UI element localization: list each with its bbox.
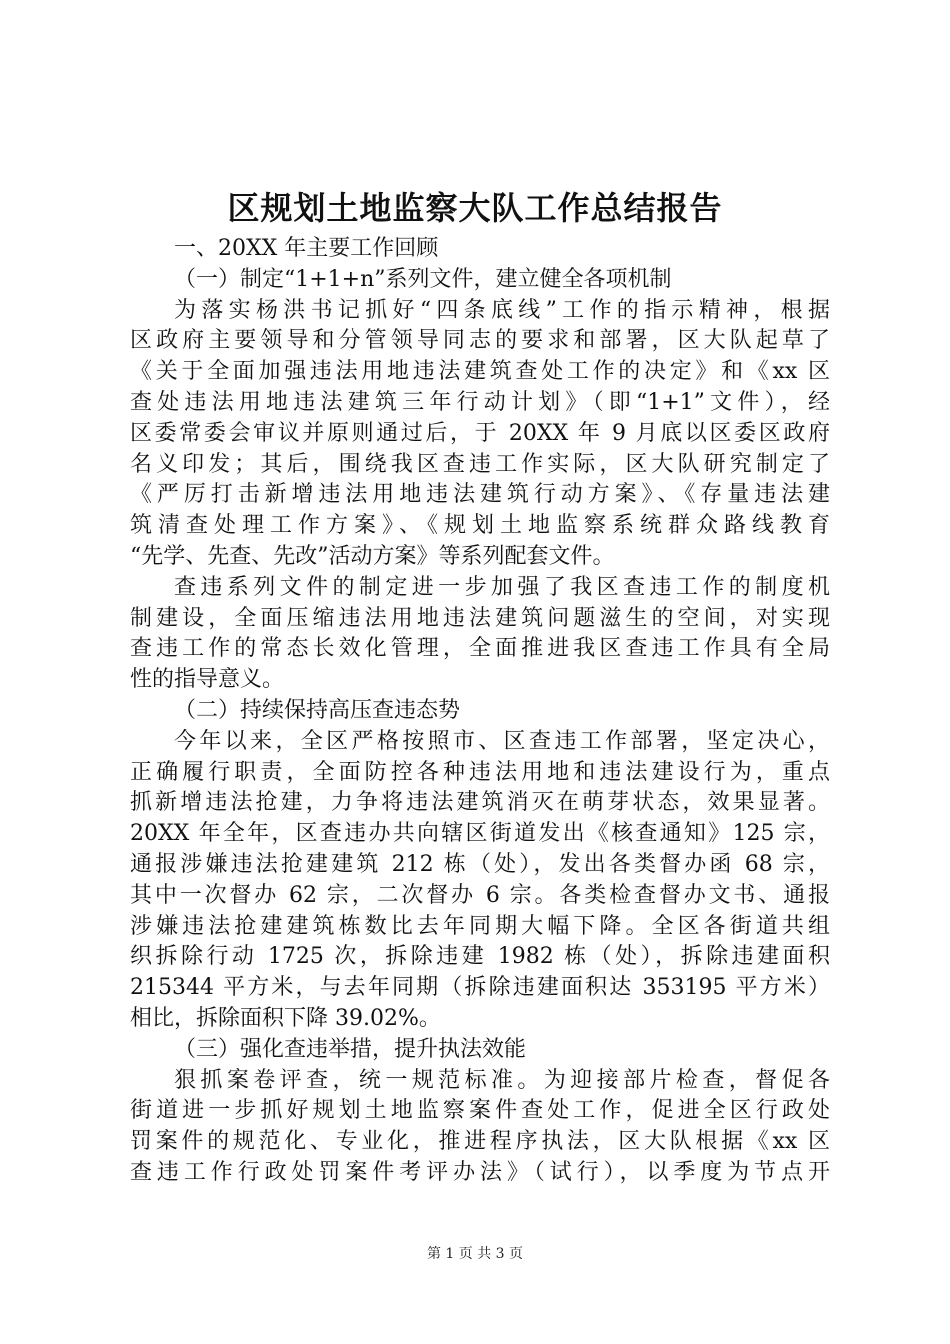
- text-line: 名义印发；其后，围绕我区查违工作实际，区大队研究制定了: [130, 451, 830, 477]
- text-line: 为落实杨洪书记抓好“四条底线”工作的指示精神，根据: [174, 297, 830, 323]
- text-line: 区委常委会审议并原则通过后，于 20XX 年 9 月底以区委区政府: [130, 420, 830, 446]
- text-line: 其中一次督办 62 宗，二次督办 6 宗。各类检查督办文书、通报: [130, 882, 830, 908]
- text-line: 《严厉打击新增违法用地违法建筑行动方案》、《存量违法建: [130, 482, 830, 508]
- text-line: 制建设，全面压缩违法用地违法建筑问题滋生的空间，对实现: [130, 605, 830, 631]
- document-title: 区规划土地监察大队工作总结报告: [227, 189, 723, 227]
- section-heading: 一、20XX 年主要工作回顾: [174, 236, 439, 261]
- text-line: 正确履行职责，全面防控各种违法用地和违法建设行为，重点: [130, 759, 830, 785]
- document-body: [130, 234, 830, 1189]
- text-line: “先学、先查、先改”活动方案》等系列配套文件。: [130, 543, 615, 569]
- page-footer: 第 1 页 共 3 页: [426, 1246, 524, 1262]
- text-line: 20XX 年全年，区查违办共向辖区街道发出《核查通知》125 宗，: [130, 821, 830, 847]
- text-line: 今年以来，全区严格按照市、区查违工作部署，坚定决心，: [174, 728, 830, 754]
- text-line: 抓新增违法抢建，力争将违法建筑消灭在萌芽状态，效果显著。: [130, 790, 830, 816]
- text-line: 性的指导意义。: [130, 667, 285, 693]
- section-heading: （一）制定“1+1+n”系列文件，建立健全各项机制: [174, 266, 672, 292]
- text-line: 筑清查处理工作方案》、《规划土地监察系统群众路线教育: [130, 513, 830, 539]
- text-line: 罚案件的规范化、专业化，推进程序执法，区大队根据《xx 区: [130, 1129, 830, 1155]
- text-line: 查违工作的常态长效化管理，全面推进我区查违工作具有全局: [130, 636, 830, 662]
- text-line: 查处违法用地违法建筑三年行动计划》（即“1+1”文件），经: [130, 389, 830, 415]
- text-line: 织拆除行动 1725 次，拆除违建 1982 栋（处），拆除违建面积: [130, 944, 830, 970]
- text-line: 狠抓案卷评查，统一规范标准。为迎接部片检查，督促各: [174, 1067, 830, 1093]
- text-line: 查违工作行政处罚案件考评办法》（试行），以季度为节点开: [130, 1159, 830, 1185]
- text-line: 区政府主要领导和分管领导同志的要求和部署，区大队起草了: [130, 328, 830, 354]
- text-line: 查违系列文件的制定进一步加强了我区查违工作的制度机: [174, 574, 830, 600]
- text-line: 215344 平方米，与去年同期（拆除违建面积达 353195 平方米）: [130, 975, 830, 1001]
- section-heading: （三）强化查违举措，提升执法效能: [174, 1036, 527, 1062]
- text-line: 相比，拆除面积下降 39.02%。: [130, 1005, 441, 1031]
- text-line: 《关于全面加强违法用地违法建筑查处工作的决定》和《xx 区: [130, 359, 830, 385]
- text-line: 通报涉嫌违法抢建建筑 212 栋（处），发出各类督办函 68 宗，: [130, 851, 830, 877]
- section-heading: （二）持续保持高压查违态势: [174, 697, 461, 723]
- text-line: 涉嫌违法抢建建筑栋数比去年同期大幅下降。全区各街道共组: [130, 913, 830, 939]
- text-line: 街道进一步抓好规划土地监察案件查处工作，促进全区行政处: [130, 1098, 830, 1124]
